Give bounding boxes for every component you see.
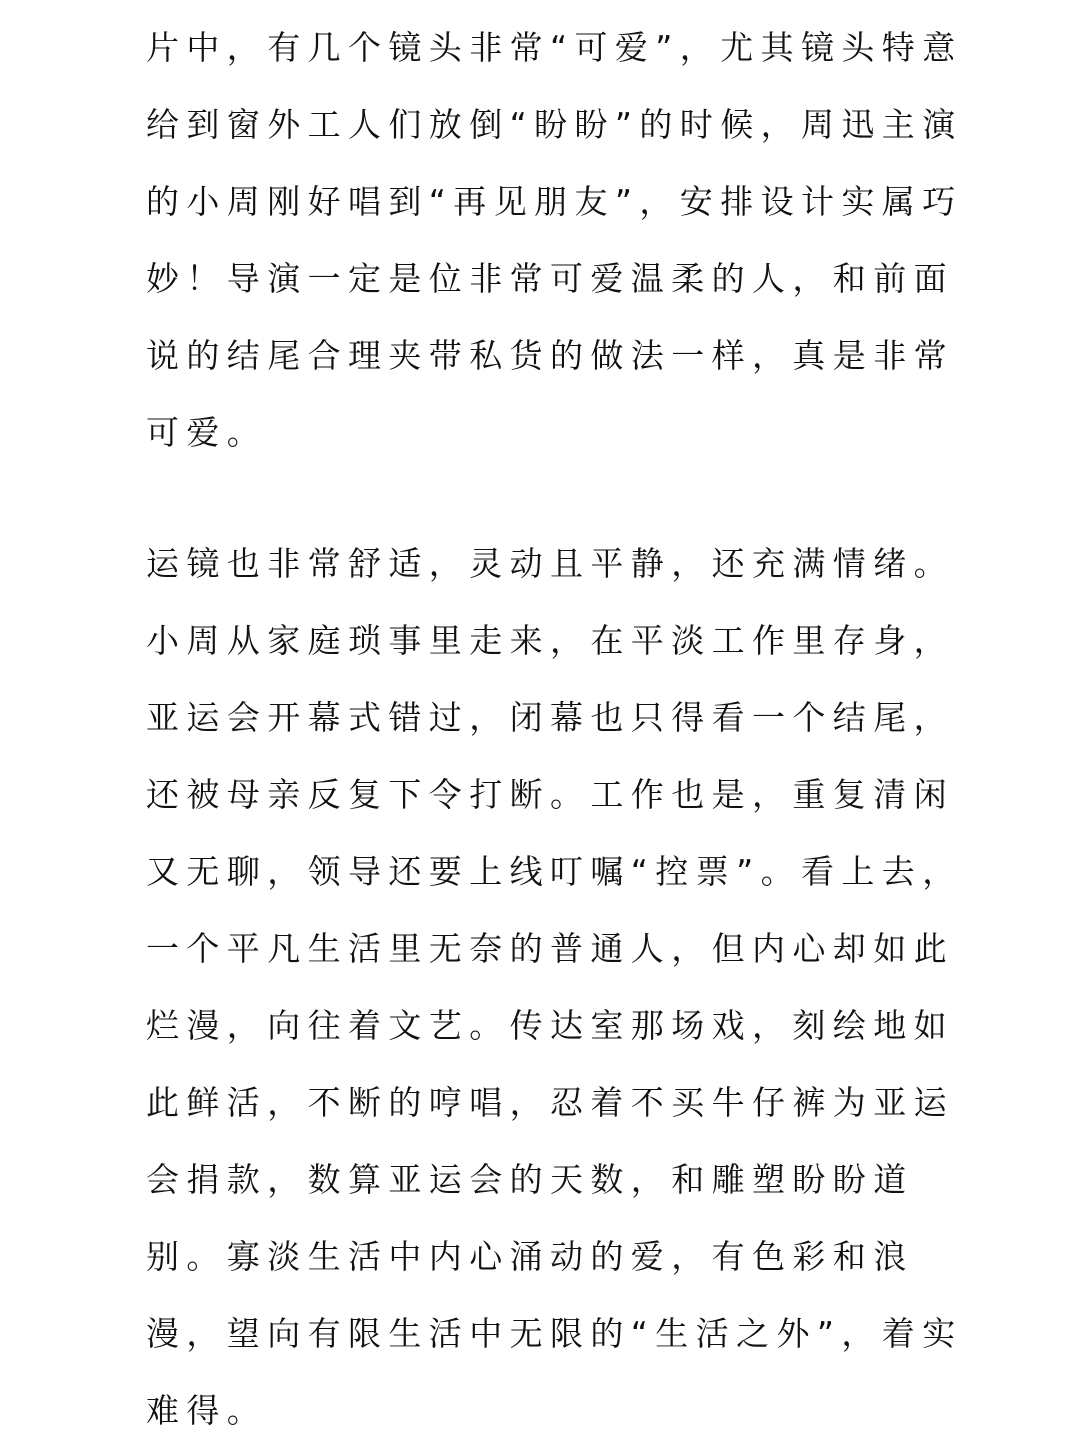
paragraph-2-line-2: 小周从家庭琐事里走来，在平淡工作里存身， (146, 621, 954, 660)
paragraph-2-line-8: 此鲜活，不断的哼唱，忍着不买牛仔裤为亚运 (146, 1083, 954, 1122)
paragraph-2-line-5: 又无聊，领导还要上线叮嘱“控票”。看上去， (146, 852, 963, 891)
paragraph-2-line-6: 一个平凡生活里无奈的普通人，但内心却如此 (146, 929, 954, 968)
paragraph-2-line-10: 别。寡淡生活中内心涌动的爱，有色彩和浪 (146, 1237, 914, 1276)
paragraph-2-line-11: 漫，望向有限生活中无限的“生活之外”，着实 (146, 1314, 963, 1353)
paragraph-1-line-4: 妙！导演一定是位非常可爱温柔的人，和前面 (146, 259, 954, 298)
paragraph-2-line-12: 难得。 (146, 1391, 268, 1430)
paragraph-2-line-4: 还被母亲反复下令打断。工作也是，重复清闲 (146, 775, 954, 814)
paragraph-2-line-1: 运镜也非常舒适，灵动且平静，还充满情绪。 (146, 544, 954, 583)
paragraph-2-line-7: 烂漫，向往着文艺。传达室那场戏，刻绘地如 (146, 1006, 954, 1045)
paragraph-2-line-3: 亚运会开幕式错过，闭幕也只得看一个结尾， (146, 698, 954, 737)
paragraph-1-line-6: 可爱。 (146, 413, 268, 452)
paragraph-1-line-5: 说的结尾合理夹带私货的做法一样，真是非常 (146, 336, 954, 375)
paragraph-1-line-1: 片中，有几个镜头非常“可爱”，尤其镜头特意 (146, 28, 963, 67)
paragraph-2-line-9: 会捐款，数算亚运会的天数，和雕塑盼盼道 (146, 1160, 914, 1199)
paragraph-1-line-2: 给到窗外工人们放倒“盼盼”的时候，周迅主演 (146, 105, 963, 144)
paragraph-1-line-3: 的小周刚好唱到“再见朋友”，安排设计实属巧 (146, 182, 963, 221)
